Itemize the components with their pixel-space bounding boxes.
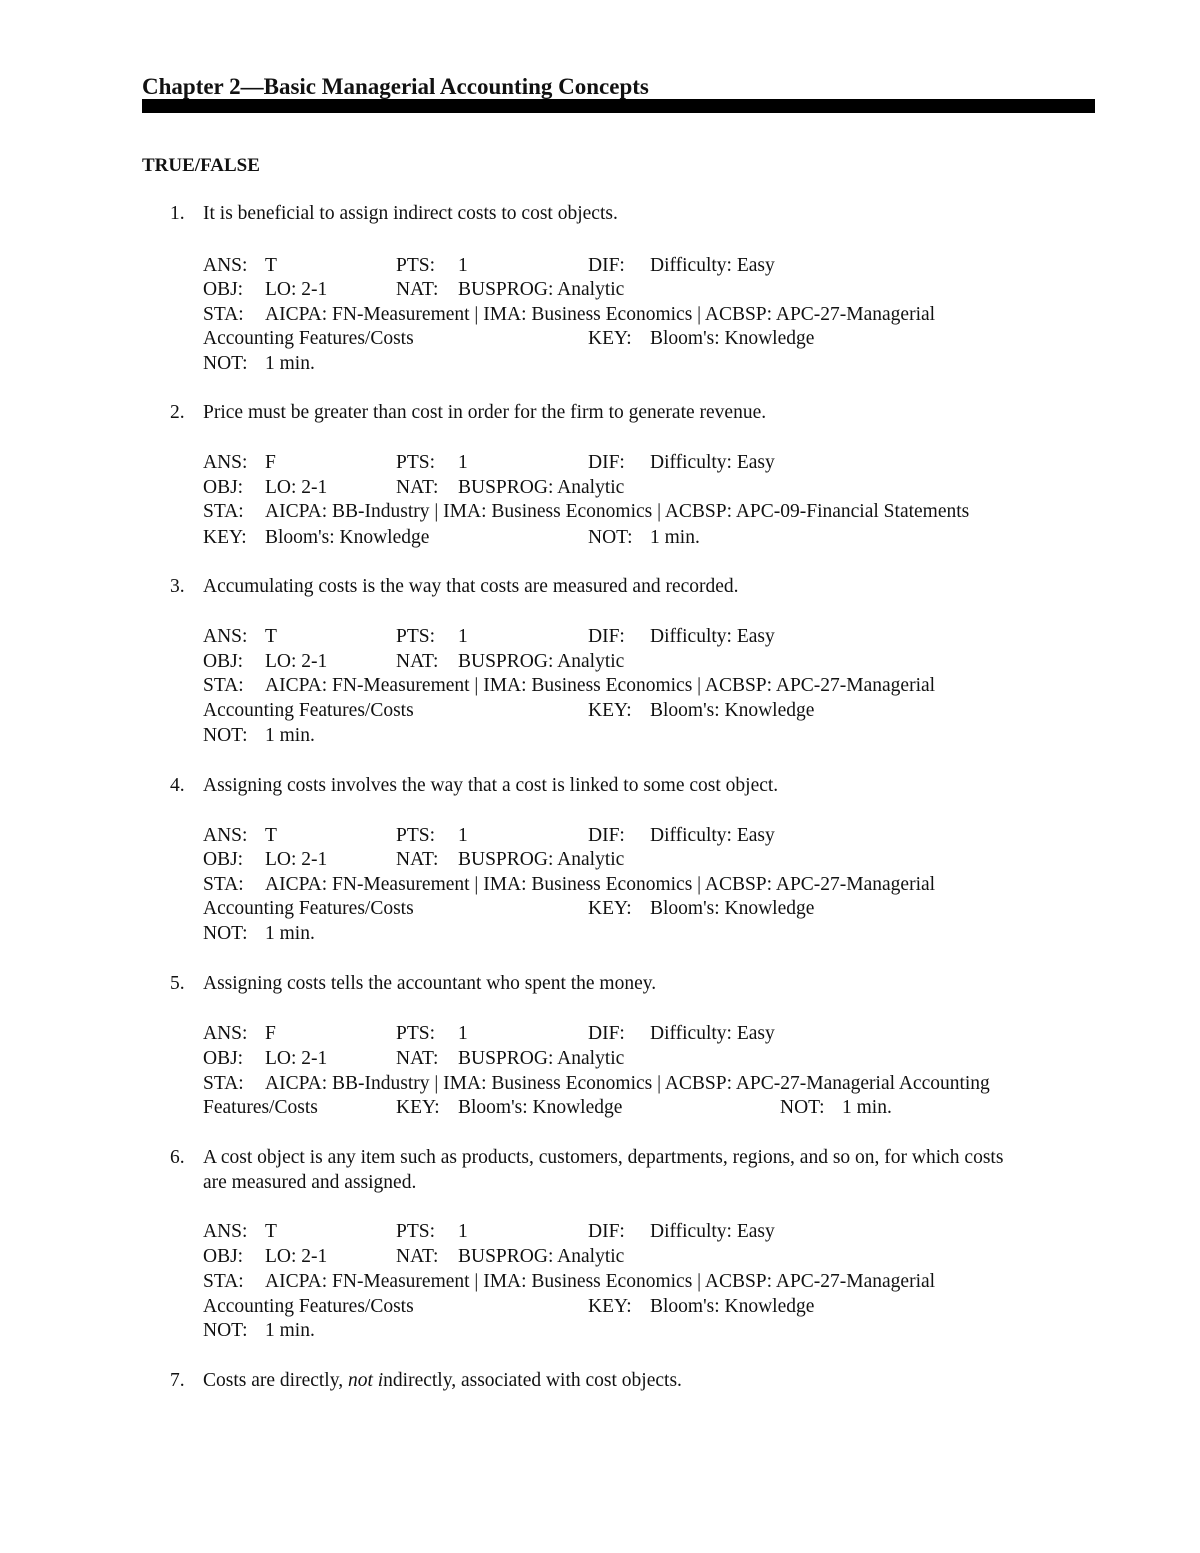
- nat-value: BUSPROG: Analytic: [458, 1246, 625, 1267]
- nat-label: NAT:: [396, 849, 439, 870]
- question-number: 3.: [170, 576, 185, 597]
- question-number: 7.: [170, 1370, 185, 1391]
- nat-value: BUSPROG: Analytic: [458, 1048, 625, 1069]
- key-value: Bloom's: Knowledge: [650, 898, 815, 919]
- nat-label: NAT:: [396, 477, 439, 498]
- dif-label: DIF:: [588, 626, 625, 647]
- not-label: NOT:: [588, 527, 633, 548]
- question-text: Assigning costs involves the way that a cost is linked to some cost object.: [203, 775, 779, 796]
- ans-label: ANS:: [203, 825, 248, 846]
- question-text: Assigning costs tells the accountant who spent the money.: [203, 973, 657, 994]
- emphasis-not: not i: [347, 1370, 384, 1391]
- nat-value: BUSPROG: Analytic: [458, 651, 625, 672]
- pts-label: PTS:: [396, 1221, 436, 1242]
- obj-value: LO: 2-1: [265, 1246, 328, 1267]
- sta-continuation: Accounting Features/Costs: [203, 898, 414, 919]
- key-label: KEY:: [588, 898, 632, 919]
- dif-value: Difficulty: Easy: [650, 452, 775, 473]
- dif-value: Difficulty: Easy: [650, 626, 775, 647]
- dif-label: DIF:: [588, 255, 625, 276]
- pts-label: PTS:: [396, 1023, 436, 1044]
- sta-value: AICPA: FN-Measurement | IMA: Business Economics | ACBSP: APC-27-Managerial: [265, 874, 936, 895]
- sta-label: STA:: [203, 1271, 244, 1292]
- sta-label: STA:: [203, 1073, 244, 1094]
- key-label: KEY:: [588, 1296, 632, 1317]
- key-value: Bloom's: Knowledge: [265, 527, 430, 548]
- pts-value: 1: [458, 825, 468, 846]
- pts-value: 1: [458, 255, 468, 276]
- question-text-end: ndirectly, associated with cost objects.: [383, 1370, 682, 1391]
- pts-label: PTS:: [396, 626, 436, 647]
- nat-label: NAT:: [396, 1048, 439, 1069]
- key-label: KEY:: [588, 700, 632, 721]
- nat-value: BUSPROG: Analytic: [458, 477, 625, 498]
- dif-label: DIF:: [588, 452, 625, 473]
- nat-label: NAT:: [396, 651, 439, 672]
- sta-label: STA:: [203, 304, 244, 325]
- obj-label: OBJ:: [203, 1246, 244, 1267]
- sta-value: AICPA: FN-Measurement | IMA: Business Economics | ACBSP: APC-27-Managerial: [265, 304, 936, 325]
- not-value: 1 min.: [265, 923, 315, 944]
- pts-value: 1: [458, 1023, 468, 1044]
- ans-label: ANS:: [203, 626, 248, 647]
- pts-label: PTS:: [396, 255, 436, 276]
- obj-value: LO: 2-1: [265, 849, 328, 870]
- sta-label: STA:: [203, 501, 244, 522]
- not-label: NOT:: [203, 923, 248, 944]
- question-number: 2.: [170, 402, 185, 423]
- dif-label: DIF:: [588, 1023, 625, 1044]
- nat-value: BUSPROG: Analytic: [458, 279, 625, 300]
- obj-value: LO: 2-1: [265, 279, 328, 300]
- not-value: 1 min.: [265, 353, 315, 374]
- page-title: Chapter 2—Basic Managerial Accounting Concepts: [142, 74, 649, 99]
- key-label: KEY:: [396, 1097, 440, 1118]
- dif-label: DIF:: [588, 1221, 625, 1242]
- sta-continuation: Accounting Features/Costs: [203, 700, 414, 721]
- obj-label: OBJ:: [203, 849, 244, 870]
- question-text: Accumulating costs is the way that costs are measured and recorded.: [203, 576, 739, 597]
- sta-continuation: Features/Costs: [203, 1097, 318, 1118]
- ans-label: ANS:: [203, 1221, 248, 1242]
- ans-label: ANS:: [203, 1023, 248, 1044]
- pts-value: 1: [458, 452, 468, 473]
- obj-value: LO: 2-1: [265, 1048, 328, 1069]
- dif-value: Difficulty: Easy: [650, 825, 775, 846]
- dif-value: Difficulty: Easy: [650, 1023, 775, 1044]
- not-label: NOT:: [203, 725, 248, 746]
- pts-label: PTS:: [396, 452, 436, 473]
- ans-value: F: [265, 452, 276, 473]
- sta-value: AICPA: BB-Industry | IMA: Business Economics | ACBSP: APC-27-Managerial Accounting: [265, 1073, 990, 1094]
- obj-label: OBJ:: [203, 477, 244, 498]
- not-label: NOT:: [780, 1097, 825, 1118]
- title-rule: [142, 99, 1095, 113]
- ans-label: ANS:: [203, 452, 248, 473]
- question-text-continuation: are measured and assigned.: [203, 1172, 417, 1193]
- question-number: 4.: [170, 775, 185, 796]
- question-text: A cost object is any item such as products, customers, departments, regions, and so on, for which costs: [203, 1147, 1004, 1168]
- not-label: NOT:: [203, 353, 248, 374]
- key-label: KEY:: [588, 328, 632, 349]
- not-value: 1 min.: [650, 527, 700, 548]
- sta-value: AICPA: FN-Measurement | IMA: Business Economics | ACBSP: APC-27-Managerial: [265, 675, 936, 696]
- dif-value: Difficulty: Easy: [650, 255, 775, 276]
- key-value: Bloom's: Knowledge: [650, 700, 815, 721]
- sta-label: STA:: [203, 675, 244, 696]
- pts-value: 1: [458, 1221, 468, 1242]
- nat-label: NAT:: [396, 1246, 439, 1267]
- key-value: Bloom's: Knowledge: [458, 1097, 623, 1118]
- sta-continuation: Accounting Features/Costs: [203, 328, 414, 349]
- question-text: Price must be greater than cost in order for the firm to generate revenue.: [203, 402, 767, 423]
- question-number: 1.: [170, 203, 185, 224]
- not-label: NOT:: [203, 1320, 248, 1341]
- ans-value: T: [265, 626, 277, 647]
- sta-value: AICPA: BB-Industry | IMA: Business Economics | ACBSP: APC-09-Financial Statements: [265, 501, 970, 522]
- obj-label: OBJ:: [203, 1048, 244, 1069]
- ans-value: T: [265, 825, 277, 846]
- question-text: It is beneficial to assign indirect costs to cost objects.: [203, 203, 618, 224]
- obj-value: LO: 2-1: [265, 477, 328, 498]
- obj-label: OBJ:: [203, 279, 244, 300]
- key-value: Bloom's: Knowledge: [650, 328, 815, 349]
- pts-value: 1: [458, 626, 468, 647]
- not-value: 1 min.: [265, 1320, 315, 1341]
- question-number: 6.: [170, 1147, 185, 1168]
- nat-label: NAT:: [396, 279, 439, 300]
- question-text: [203, 1369, 682, 1393]
- question-number: 5.: [170, 973, 185, 994]
- pts-label: PTS:: [396, 825, 436, 846]
- obj-value: LO: 2-1: [265, 651, 328, 672]
- sta-continuation: Accounting Features/Costs: [203, 1296, 414, 1317]
- obj-label: OBJ:: [203, 651, 244, 672]
- nat-value: BUSPROG: Analytic: [458, 849, 625, 870]
- ans-value: T: [265, 1221, 277, 1242]
- sta-label: STA:: [203, 874, 244, 895]
- ans-label: ANS:: [203, 255, 248, 276]
- not-value: 1 min.: [265, 725, 315, 746]
- sta-value: AICPA: FN-Measurement | IMA: Business Economics | ACBSP: APC-27-Managerial: [265, 1271, 936, 1292]
- not-value: 1 min.: [842, 1097, 892, 1118]
- question-text-start: Costs are directly,: [203, 1370, 348, 1391]
- ans-value: F: [265, 1023, 276, 1044]
- key-label: KEY:: [203, 527, 247, 548]
- dif-value: Difficulty: Easy: [650, 1221, 775, 1242]
- key-value: Bloom's: Knowledge: [650, 1296, 815, 1317]
- section-heading: TRUE/FALSE: [142, 155, 260, 176]
- dif-label: DIF:: [588, 825, 625, 846]
- ans-value: T: [265, 255, 277, 276]
